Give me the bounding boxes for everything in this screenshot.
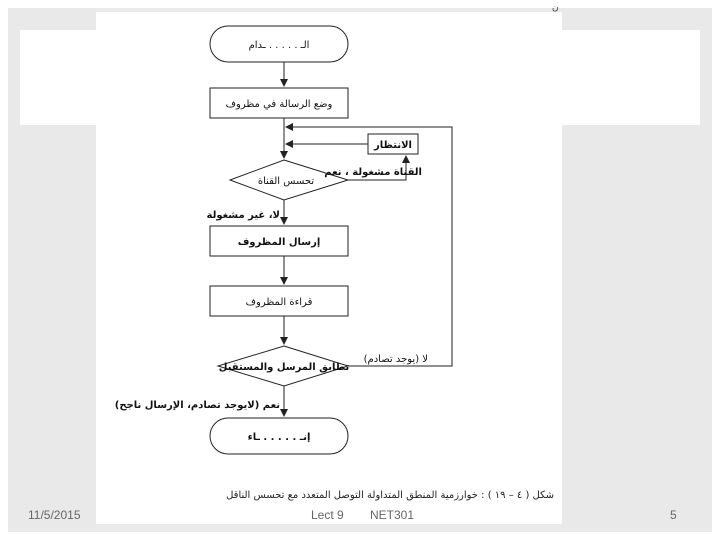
start-label: الـ . . . . . ـدام — [248, 40, 310, 51]
send-envelope-label: إرسال المظروف — [237, 237, 321, 248]
footer-lecture: Lect 9 — [311, 508, 344, 522]
place-message-label: وضع الرسالة في مظروف — [225, 99, 333, 110]
footer-date: 11/5/2015 — [28, 508, 81, 522]
figure-caption: شكل ( ٤ – ١٩ ) : خوارزمية المنطق المتداولة التوصل المتعدد مع تحسس الناقل — [226, 490, 554, 501]
end-label: إنـ . . . . . ـاء — [247, 432, 311, 443]
sense-channel-label: تحسس القناة — [257, 176, 315, 187]
wait-label: الانتظار — [374, 140, 412, 151]
not-busy-label: لا، غير مشغولة — [206, 210, 280, 221]
success-label: نعم (لايوجد تصادم، الإرسال ناجح) — [114, 400, 280, 411]
footer-course: NET301 — [370, 508, 415, 522]
corner-mark: ن — [552, 3, 559, 13]
flowchart-figure — [96, 12, 562, 524]
footer-page-number: 5 — [670, 508, 677, 522]
channel-busy-label: القناة مشغولة ، نعم — [324, 167, 422, 178]
match-decision-label: تطابق المرسل والمستقبل — [218, 362, 350, 373]
read-envelope-label: قراءة المظروف — [245, 297, 313, 308]
flowchart-svg — [96, 12, 562, 524]
collision-label: لا (يوجد تصادم) — [363, 354, 428, 365]
